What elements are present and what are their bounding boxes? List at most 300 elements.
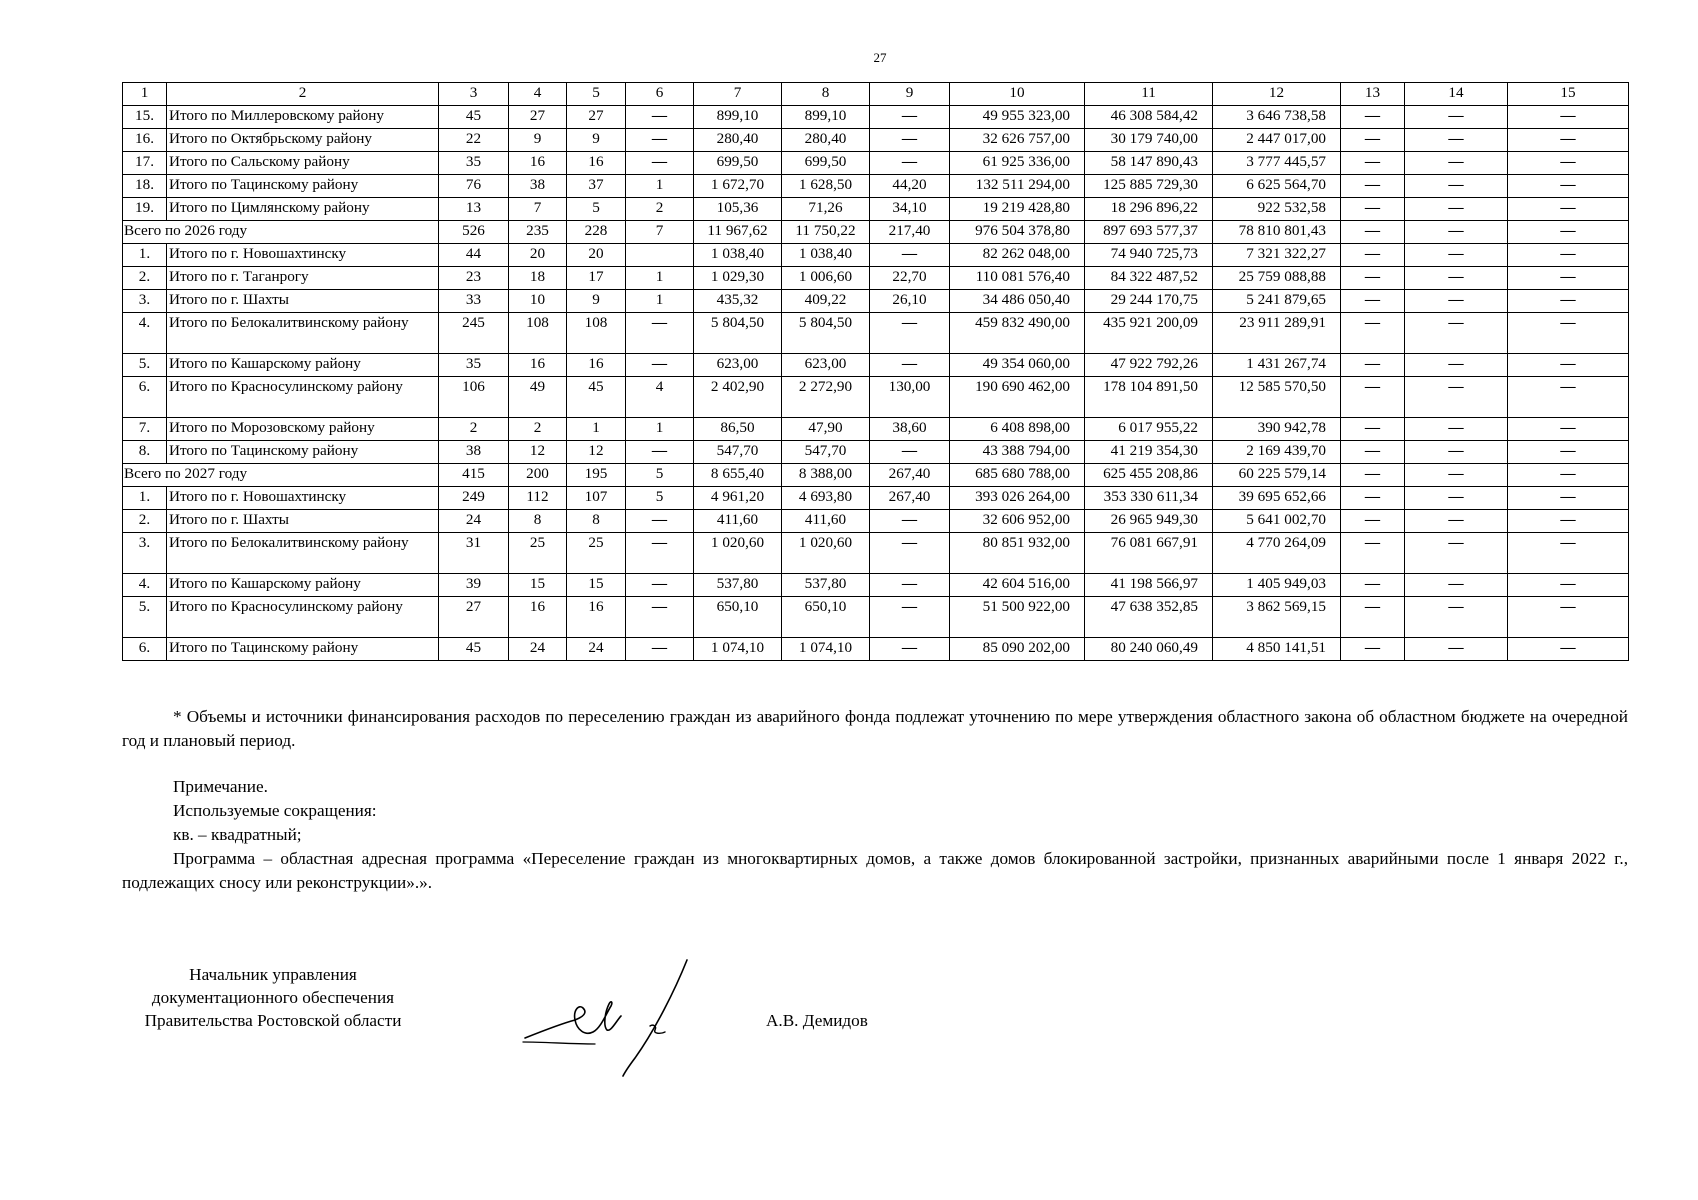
table-cell: 4 770 264,09	[1213, 533, 1341, 574]
table-cell: 24	[509, 638, 567, 661]
table-cell: —	[626, 574, 694, 597]
table-row	[123, 152, 1629, 175]
table-cell: —	[1508, 175, 1629, 198]
row-number: 17.	[123, 152, 167, 175]
table-cell: 7	[509, 198, 567, 221]
table-row	[123, 441, 1629, 464]
table-row	[123, 313, 1629, 354]
table-cell: 1 405 949,03	[1213, 574, 1341, 597]
table-cell: 9	[567, 129, 626, 152]
table-cell: 23	[439, 267, 509, 290]
table-cell: 22	[439, 129, 509, 152]
row-name: Итого по Октябрьскому району	[167, 129, 439, 152]
table-cell: 78 810 801,43	[1213, 221, 1341, 244]
table-cell: 76 081 667,91	[1085, 533, 1213, 574]
row-number: 5.	[123, 354, 167, 377]
table-cell: 46 308 584,42	[1085, 106, 1213, 129]
table-cell: —	[1405, 152, 1508, 175]
table-cell: 537,80	[782, 574, 870, 597]
table-cell: —	[1341, 418, 1405, 441]
table-cell: 112	[509, 487, 567, 510]
table-cell: 110 081 576,40	[950, 267, 1085, 290]
table-cell: 58 147 890,43	[1085, 152, 1213, 175]
table-cell: —	[626, 313, 694, 354]
table-cell: —	[1508, 313, 1629, 354]
signatory-title-line-1: Начальник управления	[189, 965, 357, 984]
table-cell: 41 198 566,97	[1085, 574, 1213, 597]
row-number: 19.	[123, 198, 167, 221]
table-cell: 29 244 170,75	[1085, 290, 1213, 313]
page-number: 27	[873, 50, 887, 65]
table-cell: 132 511 294,00	[950, 175, 1085, 198]
table-cell: 435,32	[694, 290, 782, 313]
table-cell: 353 330 611,34	[1085, 487, 1213, 510]
row-number: 1.	[123, 244, 167, 267]
table-cell: 6 625 564,70	[1213, 175, 1341, 198]
table-cell: —	[870, 574, 950, 597]
table-cell: 34,10	[870, 198, 950, 221]
table-row	[123, 510, 1629, 533]
total-label: Всего по 2027 году	[123, 464, 439, 487]
table-cell: —	[626, 354, 694, 377]
table-cell: —	[1405, 638, 1508, 661]
table-row	[123, 354, 1629, 377]
table-cell: —	[1405, 106, 1508, 129]
table-cell: 37	[567, 175, 626, 198]
table-cell: 24	[439, 510, 509, 533]
table-cell: 280,40	[782, 129, 870, 152]
table-cell: —	[1341, 198, 1405, 221]
table-cell: 7 321 322,27	[1213, 244, 1341, 267]
row-name: Итого по Сальскому району	[167, 152, 439, 175]
table-cell: 267,40	[870, 487, 950, 510]
table-cell: 2 402,90	[694, 377, 782, 418]
table-cell: —	[1341, 441, 1405, 464]
table-cell: 2 272,90	[782, 377, 870, 418]
table-cell: —	[1405, 487, 1508, 510]
table-row	[123, 175, 1629, 198]
table-cell: 4 693,80	[782, 487, 870, 510]
table-cell: 195	[567, 464, 626, 487]
table-cell: —	[870, 129, 950, 152]
table-cell: 47,90	[782, 418, 870, 441]
table-cell: 650,10	[694, 597, 782, 638]
row-name: Итого по г. Шахты	[167, 290, 439, 313]
table-cell: 6 017 955,22	[1085, 418, 1213, 441]
table-cell: 8 388,00	[782, 464, 870, 487]
table-cell: 80 851 932,00	[950, 533, 1085, 574]
table-cell: 8 655,40	[694, 464, 782, 487]
table-cell: —	[1341, 487, 1405, 510]
table-cell: —	[1341, 244, 1405, 267]
table-cell: —	[1405, 175, 1508, 198]
table-cell: 12	[509, 441, 567, 464]
table-cell: —	[1405, 267, 1508, 290]
table-cell: 1 672,70	[694, 175, 782, 198]
table-cell: 38	[439, 441, 509, 464]
table-cell: —	[1405, 221, 1508, 244]
table-cell: —	[1508, 198, 1629, 221]
table-cell: 547,70	[694, 441, 782, 464]
table-cell: —	[1341, 290, 1405, 313]
table-cell: 1	[626, 267, 694, 290]
table-header-row	[123, 83, 1629, 106]
table-cell: 5	[567, 198, 626, 221]
table-cell: 12	[567, 441, 626, 464]
table-cell: 4	[626, 377, 694, 418]
row-name: Итого по г. Новошахтинску	[167, 244, 439, 267]
table-cell: —	[1341, 152, 1405, 175]
table-cell: 3 862 569,15	[1213, 597, 1341, 638]
table-cell: —	[626, 129, 694, 152]
row-name: Итого по Красносулинскому району	[167, 597, 439, 638]
row-number: 6.	[123, 377, 167, 418]
table-cell: —	[1508, 354, 1629, 377]
table-cell: 80 240 060,49	[1085, 638, 1213, 661]
header-cell: 14	[1405, 83, 1508, 106]
signatory-title-line-3: Правительства Ростовской области	[144, 1011, 402, 1030]
table-cell: 537,80	[694, 574, 782, 597]
header-cell: 13	[1341, 83, 1405, 106]
table-cell: —	[1508, 418, 1629, 441]
table-cell: 249	[439, 487, 509, 510]
table-cell: —	[1508, 441, 1629, 464]
table-cell: —	[870, 533, 950, 574]
table-cell: 61 925 336,00	[950, 152, 1085, 175]
table-cell: 5 804,50	[782, 313, 870, 354]
table-cell: 60 225 579,14	[1213, 464, 1341, 487]
table-cell: —	[870, 313, 950, 354]
header-cell: 6	[626, 83, 694, 106]
table-cell: 2	[509, 418, 567, 441]
table-cell: —	[1341, 597, 1405, 638]
table-cell: —	[1341, 106, 1405, 129]
table-cell: 459 832 490,00	[950, 313, 1085, 354]
table-cell: 20	[567, 244, 626, 267]
table-cell: —	[870, 354, 950, 377]
table-cell: 125 885 729,30	[1085, 175, 1213, 198]
table-cell: 38	[509, 175, 567, 198]
table-cell: 23 911 289,91	[1213, 313, 1341, 354]
header-cell: 8	[782, 83, 870, 106]
table-cell: —	[1405, 533, 1508, 574]
table-cell: 107	[567, 487, 626, 510]
table-cell: 650,10	[782, 597, 870, 638]
table-cell: 25	[509, 533, 567, 574]
table-cell: 33	[439, 290, 509, 313]
table-cell: 43 388 794,00	[950, 441, 1085, 464]
table-row	[123, 129, 1629, 152]
signatory-title-line-2: документационного обеспечения	[151, 988, 395, 1007]
row-number: 7.	[123, 418, 167, 441]
table-body	[123, 83, 1629, 661]
note-abbr-heading: Используемые сокращения:	[173, 801, 377, 820]
table-cell: —	[626, 510, 694, 533]
row-name: Итого по Белокалитвинскому району	[167, 313, 439, 354]
table-cell: —	[1508, 244, 1629, 267]
table-cell: —	[1405, 510, 1508, 533]
table-cell: 2	[439, 418, 509, 441]
header-cell: 9	[870, 83, 950, 106]
footnote-text: * Объемы и источники финансирования расходов по переселению граждан из аварийного фонда подлежат уточнению по мере утверждения областного закона об областном бюджете на очередной год и плановый период.	[122, 707, 1628, 750]
table-cell: —	[1341, 129, 1405, 152]
row-number: 2.	[123, 267, 167, 290]
row-number: 16.	[123, 129, 167, 152]
table-cell: 16	[567, 354, 626, 377]
table-cell: 15	[567, 574, 626, 597]
table-cell: 39	[439, 574, 509, 597]
table-cell: 84 322 487,52	[1085, 267, 1213, 290]
note-abbr-program: Программа – областная адресная программа «Переселение граждан из многоквартирных домов, а также домов блокированной застройки, признанных аварийными после 1 января 2022 г., подлежащих сносу или реконструкции».».	[122, 849, 1628, 892]
table-cell: 1 038,40	[694, 244, 782, 267]
table-cell: —	[1341, 533, 1405, 574]
table-cell: 25	[567, 533, 626, 574]
table-row	[123, 267, 1629, 290]
total-label: Всего по 2026 году	[123, 221, 439, 244]
table-cell: 47 922 792,26	[1085, 354, 1213, 377]
table-cell: —	[1508, 152, 1629, 175]
table-cell: 190 690 462,00	[950, 377, 1085, 418]
table-cell: 10	[509, 290, 567, 313]
table-cell: —	[870, 106, 950, 129]
table-cell: —	[1405, 377, 1508, 418]
table-cell: 2 447 017,00	[1213, 129, 1341, 152]
table-cell: 49	[509, 377, 567, 418]
row-name: Итого по Миллеровскому району	[167, 106, 439, 129]
table-row	[123, 290, 1629, 313]
row-name: Итого по Белокалитвинскому району	[167, 533, 439, 574]
table-cell: —	[1341, 510, 1405, 533]
table-cell: —	[870, 597, 950, 638]
table-cell: 235	[509, 221, 567, 244]
table-row	[123, 377, 1629, 418]
table-cell: 267,40	[870, 464, 950, 487]
table-cell: —	[626, 638, 694, 661]
row-number: 4.	[123, 313, 167, 354]
table-cell: —	[1508, 106, 1629, 129]
table-cell: 22,70	[870, 267, 950, 290]
table-cell: —	[1341, 464, 1405, 487]
table-cell: 922 532,58	[1213, 198, 1341, 221]
table-cell: —	[1405, 244, 1508, 267]
table-cell: 27	[509, 106, 567, 129]
table-cell: —	[1405, 129, 1508, 152]
row-name: Итого по г. Таганрогу	[167, 267, 439, 290]
table-cell: 411,60	[694, 510, 782, 533]
table-row	[123, 106, 1629, 129]
header-cell: 11	[1085, 83, 1213, 106]
table-cell: 13	[439, 198, 509, 221]
table-cell: —	[1508, 221, 1629, 244]
table-cell: 7	[626, 221, 694, 244]
table-cell: 34 486 050,40	[950, 290, 1085, 313]
row-name: Итого по Тацинскому району	[167, 441, 439, 464]
table-cell: 108	[567, 313, 626, 354]
table-cell: —	[1508, 267, 1629, 290]
table-cell: 9	[567, 290, 626, 313]
table-cell: —	[1405, 574, 1508, 597]
table-cell: 699,50	[782, 152, 870, 175]
table-cell: —	[1341, 313, 1405, 354]
table-row	[123, 244, 1629, 267]
header-cell: 12	[1213, 83, 1341, 106]
table-cell: —	[626, 533, 694, 574]
table-cell: —	[1508, 574, 1629, 597]
table-cell: 1	[626, 418, 694, 441]
table-cell: 86,50	[694, 418, 782, 441]
table-cell: —	[870, 244, 950, 267]
table-cell: 11 750,22	[782, 221, 870, 244]
table-cell: —	[626, 597, 694, 638]
table-cell: 435 921 200,09	[1085, 313, 1213, 354]
table-cell: 2 169 439,70	[1213, 441, 1341, 464]
note-abbr-kv: кв. – квадратный;	[173, 825, 302, 844]
table-cell: —	[1341, 175, 1405, 198]
table-cell: —	[1341, 354, 1405, 377]
table-cell: 1 628,50	[782, 175, 870, 198]
row-number: 18.	[123, 175, 167, 198]
table-cell: —	[1508, 377, 1629, 418]
table-cell: —	[1341, 638, 1405, 661]
table-cell: —	[1405, 354, 1508, 377]
row-number: 8.	[123, 441, 167, 464]
table-cell: —	[1405, 290, 1508, 313]
table-row	[123, 597, 1629, 638]
table-cell: 44	[439, 244, 509, 267]
table-cell	[626, 244, 694, 267]
table-cell: 12 585 570,50	[1213, 377, 1341, 418]
table-cell: 899,10	[782, 106, 870, 129]
row-number: 3.	[123, 533, 167, 574]
table-cell: 24	[567, 638, 626, 661]
table-cell: 5 641 002,70	[1213, 510, 1341, 533]
table-cell: 178 104 891,50	[1085, 377, 1213, 418]
table-cell: 1 431 267,74	[1213, 354, 1341, 377]
table-cell: —	[1508, 533, 1629, 574]
header-cell: 7	[694, 83, 782, 106]
table-cell: 74 940 725,73	[1085, 244, 1213, 267]
table-cell: —	[1405, 418, 1508, 441]
table-cell: 415	[439, 464, 509, 487]
table-total-row	[123, 221, 1629, 244]
table-cell: —	[870, 441, 950, 464]
table-cell: 8	[509, 510, 567, 533]
row-number: 1.	[123, 487, 167, 510]
table-cell: 31	[439, 533, 509, 574]
table-cell: 1	[626, 290, 694, 313]
header-cell: 3	[439, 83, 509, 106]
table-cell: 51 500 922,00	[950, 597, 1085, 638]
table-cell: —	[1405, 441, 1508, 464]
table-cell: 82 262 048,00	[950, 244, 1085, 267]
table-cell: 30 179 740,00	[1085, 129, 1213, 152]
table-cell: 625 455 208,86	[1085, 464, 1213, 487]
table-cell: 11 967,62	[694, 221, 782, 244]
row-name: Итого по Красносулинскому району	[167, 377, 439, 418]
table-row	[123, 198, 1629, 221]
table-cell: 105,36	[694, 198, 782, 221]
row-name: Итого по г. Новошахтинску	[167, 487, 439, 510]
table-cell: 1	[567, 418, 626, 441]
footnote	[122, 705, 1628, 753]
table-cell: 699,50	[694, 152, 782, 175]
table-cell: 49 354 060,00	[950, 354, 1085, 377]
table-cell: 4 850 141,51	[1213, 638, 1341, 661]
table-cell: 409,22	[782, 290, 870, 313]
table-cell: 245	[439, 313, 509, 354]
table-cell: —	[1508, 464, 1629, 487]
table-cell: 1	[626, 175, 694, 198]
table-cell: 2	[626, 198, 694, 221]
table-cell: —	[1508, 510, 1629, 533]
table-cell: 3 777 445,57	[1213, 152, 1341, 175]
table-cell: —	[1405, 313, 1508, 354]
table-cell: —	[1508, 597, 1629, 638]
header-cell: 10	[950, 83, 1085, 106]
table-cell: —	[1341, 267, 1405, 290]
table-cell: 25 759 088,88	[1213, 267, 1341, 290]
data-table	[122, 82, 1629, 661]
table-cell: —	[1341, 574, 1405, 597]
table-cell: 26,10	[870, 290, 950, 313]
table-cell: —	[1508, 129, 1629, 152]
table-cell: 547,70	[782, 441, 870, 464]
table-cell: 1 074,10	[782, 638, 870, 661]
table-cell: —	[626, 106, 694, 129]
table-cell: 130,00	[870, 377, 950, 418]
table-cell: 49 955 323,00	[950, 106, 1085, 129]
table-cell: 390 942,78	[1213, 418, 1341, 441]
row-name: Итого по Кашарскому району	[167, 354, 439, 377]
table-cell: 280,40	[694, 129, 782, 152]
table-cell: 228	[567, 221, 626, 244]
table-cell: —	[626, 152, 694, 175]
table-cell: 5 804,50	[694, 313, 782, 354]
table-cell: 16	[567, 597, 626, 638]
table-cell: 18 296 896,22	[1085, 198, 1213, 221]
note-title: Примечание.	[173, 777, 268, 796]
table-cell: 1 020,60	[694, 533, 782, 574]
header-cell: 15	[1508, 83, 1629, 106]
row-name: Итого по Цимлянскому району	[167, 198, 439, 221]
table-cell: —	[870, 510, 950, 533]
table-cell: 3 646 738,58	[1213, 106, 1341, 129]
table-cell: —	[1508, 638, 1629, 661]
row-name: Итого по Морозовскому району	[167, 418, 439, 441]
row-number: 15.	[123, 106, 167, 129]
table-cell: 45	[439, 638, 509, 661]
table-cell: 20	[509, 244, 567, 267]
table-cell: 45	[567, 377, 626, 418]
table-cell: 15	[509, 574, 567, 597]
table-row	[123, 574, 1629, 597]
table-cell: 76	[439, 175, 509, 198]
table-cell: 38,60	[870, 418, 950, 441]
signatory-name: А.В. Демидов	[766, 1011, 868, 1030]
table-cell: 5	[626, 464, 694, 487]
table-cell: 200	[509, 464, 567, 487]
table-cell: 27	[439, 597, 509, 638]
table-cell: —	[1341, 377, 1405, 418]
table-cell: 623,00	[694, 354, 782, 377]
table-cell: 18	[509, 267, 567, 290]
row-name: Итого по Кашарскому району	[167, 574, 439, 597]
table-cell: 1 020,60	[782, 533, 870, 574]
table-cell: 106	[439, 377, 509, 418]
table-cell: 32 606 952,00	[950, 510, 1085, 533]
header-cell: 1	[123, 83, 167, 106]
table-cell: 623,00	[782, 354, 870, 377]
